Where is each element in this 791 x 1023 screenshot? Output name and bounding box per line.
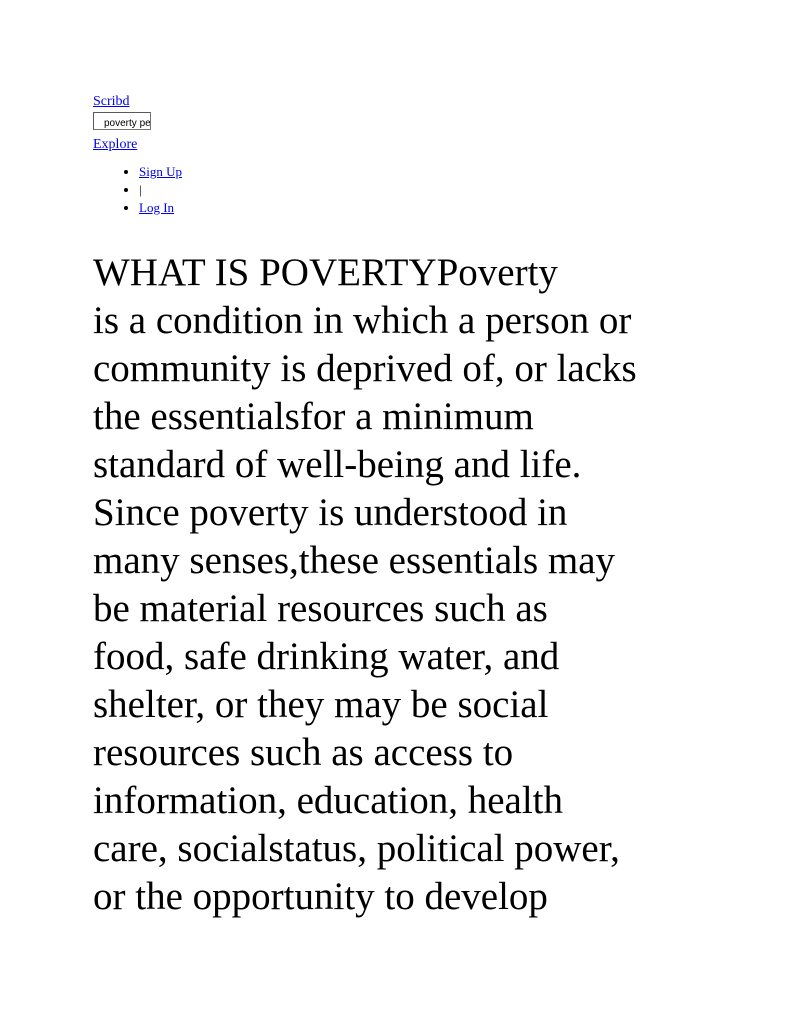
explore-link[interactable]: Explore xyxy=(93,137,138,152)
document-line: resources such as access to xyxy=(93,731,514,774)
document-line: Since poverty is understood in xyxy=(93,491,568,534)
search-input[interactable] xyxy=(94,116,150,131)
document-text xyxy=(93,249,733,921)
search-box[interactable] xyxy=(93,112,151,130)
scribd-home-link[interactable]: Scribd xyxy=(93,94,130,109)
auth-menu-item-separator xyxy=(139,181,733,199)
document-line: information, education, health xyxy=(93,779,564,822)
document-line: the essentialsfor a minimum xyxy=(93,395,534,438)
document-line: food, safe drinking water, and xyxy=(93,635,560,678)
auth-menu xyxy=(93,163,733,217)
document-line: is a condition in which a person or xyxy=(93,299,632,342)
document-line: shelter, or they may be social xyxy=(93,683,549,726)
document-line: many senses,these essentials may xyxy=(93,539,616,582)
document-line: or the opportunity to develop xyxy=(93,875,548,918)
document-line: community is deprived of, or lacks xyxy=(93,347,637,390)
page-content xyxy=(93,92,733,921)
sign-up-link[interactable]: Sign Up xyxy=(139,164,182,179)
auth-menu-item-log-in xyxy=(139,199,733,217)
auth-menu-item-sign-up xyxy=(139,163,733,181)
document-line: be material resources such as xyxy=(93,587,548,630)
explore-row xyxy=(93,135,733,153)
auth-separator: | xyxy=(139,182,142,197)
document-line: standard of well-being and life. xyxy=(93,443,582,486)
brand-row xyxy=(93,92,733,110)
document-line: care, socialstatus, political power, xyxy=(93,827,620,870)
log-in-link[interactable]: Log In xyxy=(139,200,175,215)
document-line: WHAT IS POVERTYPoverty xyxy=(93,251,558,294)
